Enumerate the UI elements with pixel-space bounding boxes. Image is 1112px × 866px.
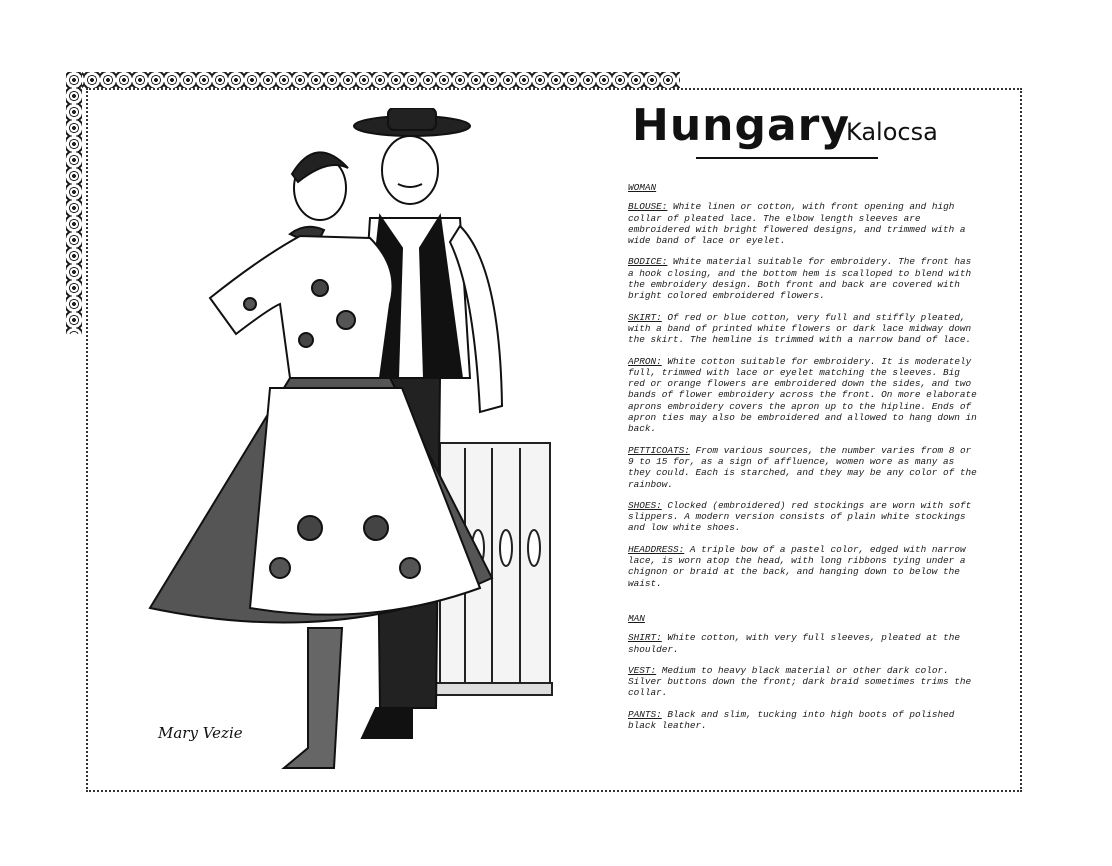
- entry-term: BLOUSE:: [628, 201, 668, 213]
- entry-apron: [628, 356, 978, 435]
- entry-skirt: [628, 312, 978, 346]
- entry-bodice: [628, 256, 978, 301]
- title-underline: [696, 157, 878, 159]
- entry-text: Black and slim, tucking into high boots of polished black leather.: [628, 708, 955, 731]
- lace-border-top: [68, 72, 680, 88]
- section-gap: [628, 599, 978, 613]
- entry-text: Medium to heavy black material or other dark color. Silver buttons down the front; dark braid sometimes trims the collar.: [628, 664, 972, 699]
- page-title: Hungary: [632, 100, 851, 151]
- woman-heading: WOMAN: [628, 182, 657, 193]
- costume-description: [628, 182, 978, 741]
- entry-text: White cotton, with very full sleeves, pleated at the shoulder.: [628, 632, 960, 655]
- entry-text: Clocked (embroidered) red stockings are worn with soft slippers. A modern version consists of plain white stockings and low white shoes.: [628, 499, 972, 534]
- entry-text: Of red or blue cotton, very full and stiffly pleated, with a band of printed white flowers or dark lace midway down the skirt. The hemline is trimmed with a narrow band of lace.: [628, 311, 972, 346]
- entry-shoes: [628, 500, 978, 534]
- entry-term: SHIRT:: [628, 632, 662, 644]
- entry-term: PANTS:: [628, 708, 662, 720]
- costume-illustration: [140, 108, 560, 788]
- entry-shirt: [628, 632, 978, 655]
- entry-term: BODICE:: [628, 256, 668, 268]
- entry-term: SHOES:: [628, 499, 662, 511]
- entry-petticoats: [628, 445, 978, 490]
- entry-term: APRON:: [628, 355, 662, 367]
- entry-term: PETTICOATS:: [628, 444, 690, 456]
- entry-term: VEST:: [628, 664, 657, 676]
- entry-pants: [628, 709, 978, 732]
- entry-text: From various sources, the number varies from 8 or 9 to 15 for, as a sign of affluence, women wore as many as they could. Each is starched, and they may be any color of the rainbow.: [628, 444, 977, 490]
- entry-term: SKIRT:: [628, 311, 662, 323]
- man-heading: MAN: [628, 612, 645, 624]
- entry-text: White material suitable for embroidery. The front has a hook closing, and the bottom hem is scalloped to blend with the embroidery design. Both front and back are covered with bright colored embroidered flowers.: [628, 256, 972, 302]
- entry-vest: [628, 665, 978, 699]
- entry-text: White linen or cotton, with front opening and high collar of pleated lace. The elbow length sleeves are embroidered with bright flowered designs, and trimmed with a wide band of lace or eyelet.: [628, 201, 966, 247]
- entry-text: A triple bow of a pastel color, edged with narrow lace, is worn atop the head, with long ribbons tying under a chignon or braid at the back, and hanging down to below the waist.: [628, 543, 966, 589]
- entry-blouse: [628, 201, 978, 246]
- artist-signature: Mary Vezie: [158, 724, 243, 742]
- entry-term: HEADDRESS:: [628, 543, 685, 555]
- lace-border-left: [66, 72, 82, 334]
- region-subtitle: Kalocsa: [846, 118, 938, 146]
- entry-headdress: [628, 544, 978, 589]
- entry-text: White cotton suitable for embroidery. It is moderately full, trimmed with lace or eyelet matching the sleeves. Big red or orange flowers are embroidered down the sides, and two bands of flower embroidery across the front. On more elaborate aprons embroidery covers the apron up to the hipline. Ends of apron ties may also be embroidered and allowed to hang down in back.: [628, 355, 977, 435]
